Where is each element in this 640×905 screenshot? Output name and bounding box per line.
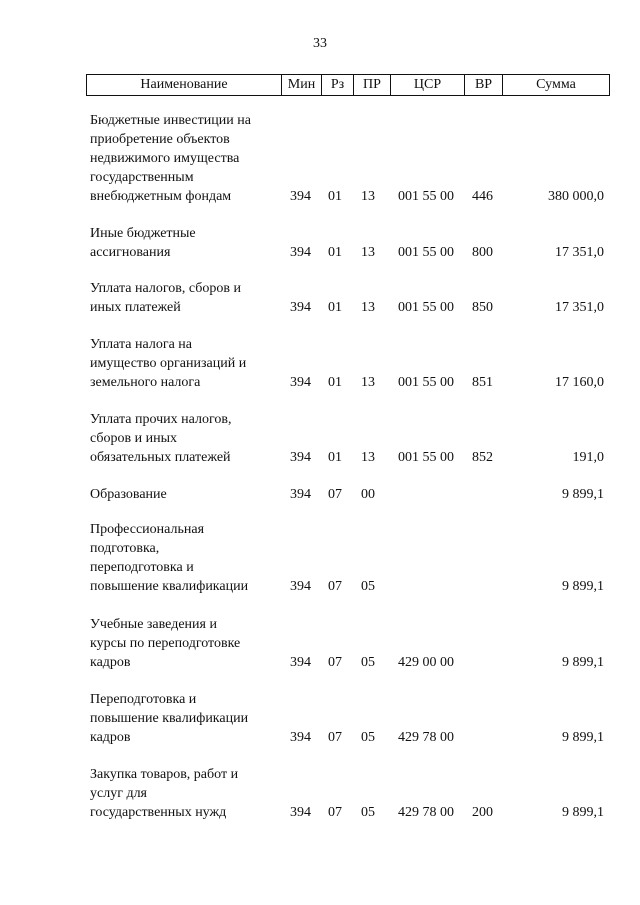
row-vr: 852 bbox=[472, 450, 493, 465]
row-min: 394 bbox=[290, 487, 311, 502]
row-name: Иные бюджетные ассигнования bbox=[90, 226, 196, 260]
row-name: Учебные заведения и курсы по переподготовке кадров bbox=[90, 617, 241, 670]
header-vr: ВР bbox=[465, 75, 503, 95]
row-sum: 9 899,1 bbox=[562, 487, 604, 502]
row-pr: 13 bbox=[361, 245, 375, 260]
row-pr: 13 bbox=[361, 300, 375, 315]
row-vr: 800 bbox=[472, 245, 493, 260]
row-name: Уплата прочих налогов, сборов и иных обязательных платежей bbox=[90, 412, 232, 465]
row-pr: 05 bbox=[361, 730, 375, 745]
row-min: 394 bbox=[290, 805, 311, 820]
row-name: Переподготовка и повышение квалификации кадров bbox=[90, 692, 249, 745]
row-rz: 07 bbox=[328, 730, 342, 745]
row-sum: 9 899,1 bbox=[562, 579, 604, 594]
row-sum: 9 899,1 bbox=[562, 805, 604, 820]
row-csr: 001 55 00 bbox=[398, 375, 454, 390]
row-rz: 07 bbox=[328, 655, 342, 670]
row-min: 394 bbox=[290, 450, 311, 465]
row-name: Уплата налога на имущество организаций и земельного налога bbox=[90, 337, 247, 390]
row-csr: 429 78 00 bbox=[398, 730, 454, 745]
row-sum: 9 899,1 bbox=[562, 655, 604, 670]
row-min: 394 bbox=[290, 300, 311, 315]
row-min: 394 bbox=[290, 375, 311, 390]
row-sum: 191,0 bbox=[572, 450, 604, 465]
row-sum: 380 000,0 bbox=[548, 189, 604, 204]
row-vr: 850 bbox=[472, 300, 493, 315]
header-rz: Рз bbox=[322, 75, 354, 95]
row-name: Закупка товаров, работ и услуг для государственных нужд bbox=[90, 767, 239, 820]
row-pr: 00 bbox=[361, 487, 375, 502]
row-rz: 01 bbox=[328, 245, 342, 260]
row-vr: 200 bbox=[472, 805, 493, 820]
row-csr: 001 55 00 bbox=[398, 450, 454, 465]
row-pr: 13 bbox=[361, 375, 375, 390]
row-pr: 05 bbox=[361, 805, 375, 820]
header-sum: Сумма bbox=[536, 77, 576, 92]
row-sum: 9 899,1 bbox=[562, 730, 604, 745]
row-pr: 05 bbox=[361, 655, 375, 670]
row-pr: 13 bbox=[361, 450, 375, 465]
row-csr: 429 78 00 bbox=[398, 805, 454, 820]
row-sum: 17 160,0 bbox=[555, 375, 604, 390]
row-rz: 07 bbox=[328, 487, 342, 502]
page-number: 33 bbox=[313, 36, 327, 51]
row-csr: 001 55 00 bbox=[398, 189, 454, 204]
row-rz: 01 bbox=[328, 450, 342, 465]
row-name: Профессиональная подготовка, переподготовка и повышение квалификации bbox=[90, 522, 249, 594]
row-min: 394 bbox=[290, 245, 311, 260]
row-min: 394 bbox=[290, 730, 311, 745]
row-name: Уплата налогов, сборов и иных платежей bbox=[90, 281, 241, 315]
row-rz: 07 bbox=[328, 579, 342, 594]
row-rz: 07 bbox=[328, 805, 342, 820]
row-vr: 851 bbox=[472, 375, 493, 390]
row-rz: 01 bbox=[328, 375, 342, 390]
header-min: Мин bbox=[282, 75, 322, 95]
row-vr: 446 bbox=[472, 189, 493, 204]
row-csr: 001 55 00 bbox=[398, 245, 454, 260]
row-csr: 429 00 00 bbox=[398, 655, 454, 670]
header-csr: ЦСР bbox=[391, 75, 465, 95]
row-sum: 17 351,0 bbox=[555, 300, 604, 315]
row-rz: 01 bbox=[328, 300, 342, 315]
row-min: 394 bbox=[290, 655, 311, 670]
row-pr: 13 bbox=[361, 189, 375, 204]
row-min: 394 bbox=[290, 579, 311, 594]
row-csr: 001 55 00 bbox=[398, 300, 454, 315]
row-name: Бюджетные инвестиции на приобретение объектов недвижимого имущества государственным внебюджетным фондам bbox=[90, 113, 251, 204]
header-pr: ПР bbox=[354, 75, 391, 95]
row-name: Образование bbox=[90, 487, 167, 502]
row-pr: 05 bbox=[361, 579, 375, 594]
row-sum: 17 351,0 bbox=[555, 245, 604, 260]
row-rz: 01 bbox=[328, 189, 342, 204]
header-name: Наименование bbox=[87, 75, 282, 95]
row-min: 394 bbox=[290, 189, 311, 204]
